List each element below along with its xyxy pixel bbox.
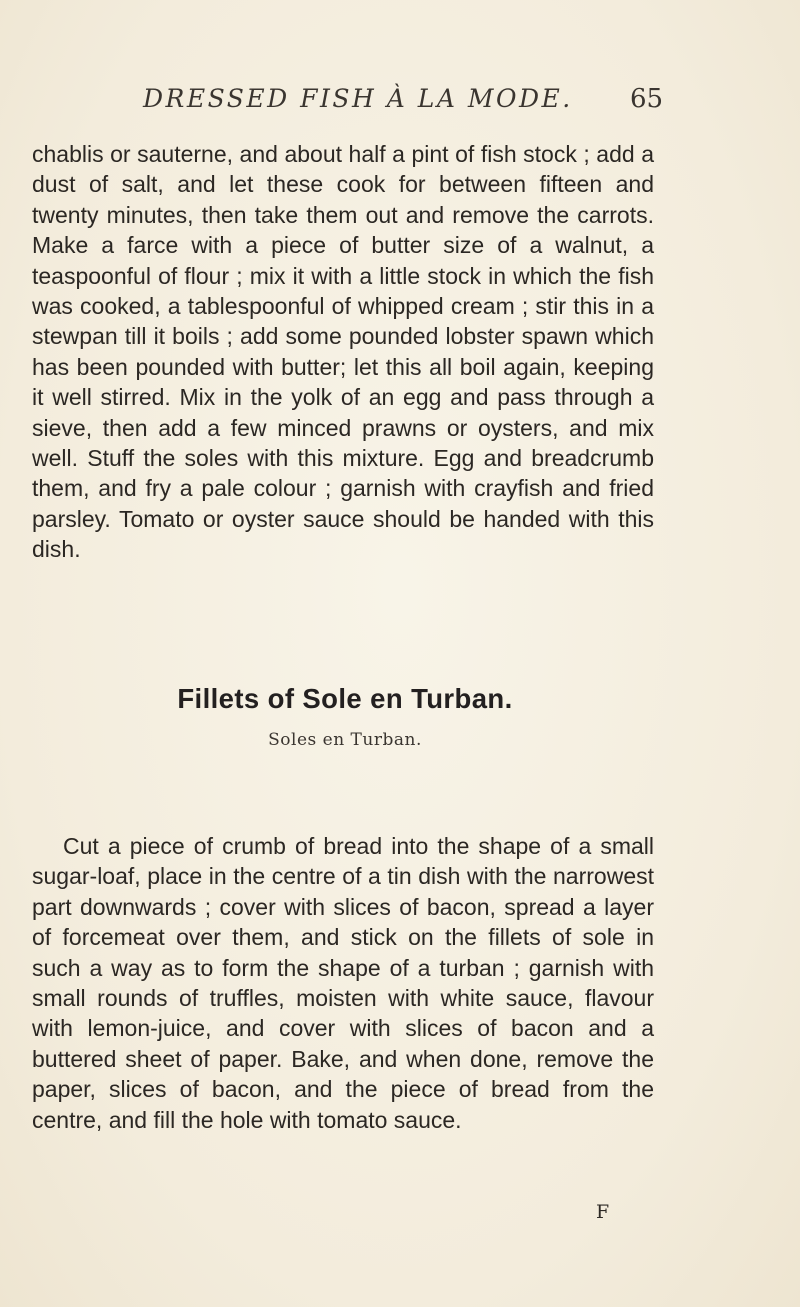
signature-mark: F [596, 1201, 610, 1223]
running-title: DRESSED FISH À LA MODE. [143, 84, 573, 113]
recipe-subtitle: Soles en Turban. [268, 730, 422, 750]
page-number: 65 [630, 84, 664, 114]
paragraph-text: chablis or sauterne, and about half a pint of fish stock ; add a dust of salt, and let these cook for between fifteen and twenty minutes, then take them out and remove the carrots. Make a farce with a piece of butter size of a walnut, a teaspoonful of flour ; mix it with a little stock in which the fish was cooked, a tablespoonful of whipped cream ; stir this in a stewpan till it boils ; add some pounded lobster spawn which has been pounded with butter; let this all boil again, keeping it well stirred. Mix in the yolk of an egg and pass through a sieve, then add a few minced prawns or oysters, and mix well. Stuff the soles with this mixture. Egg and breadcrumb them, and fry a pale colour ; garnish with crayfish and fried parsley. Tomato or oyster sauce should be handed with this dish. [32, 141, 654, 563]
running-head [0, 84, 800, 124]
paragraph-text: Cut a piece of crumb of bread into the shape of a small sugar-loaf, place in the centre of a tin dish with the narrowest part downwards ; cover with slices of bacon, spread a layer of forcemeat over them, and stick on the fillets of sole in such a way as to form the shape of a turban ; garnish with small rounds of truffles, moisten with white sauce, flavour with lemon-juice, and cover with slices of bacon and a buttered sheet of paper. Bake, and when done, remove the paper, slices of bacon, and the piece of bread from the centre, and fill the hole with tomato sauce. [32, 833, 654, 1133]
recipe-paragraph [32, 831, 654, 1135]
continuation-paragraph [32, 139, 654, 565]
recipe-title: Fillets of Sole en Turban. [177, 683, 513, 714]
